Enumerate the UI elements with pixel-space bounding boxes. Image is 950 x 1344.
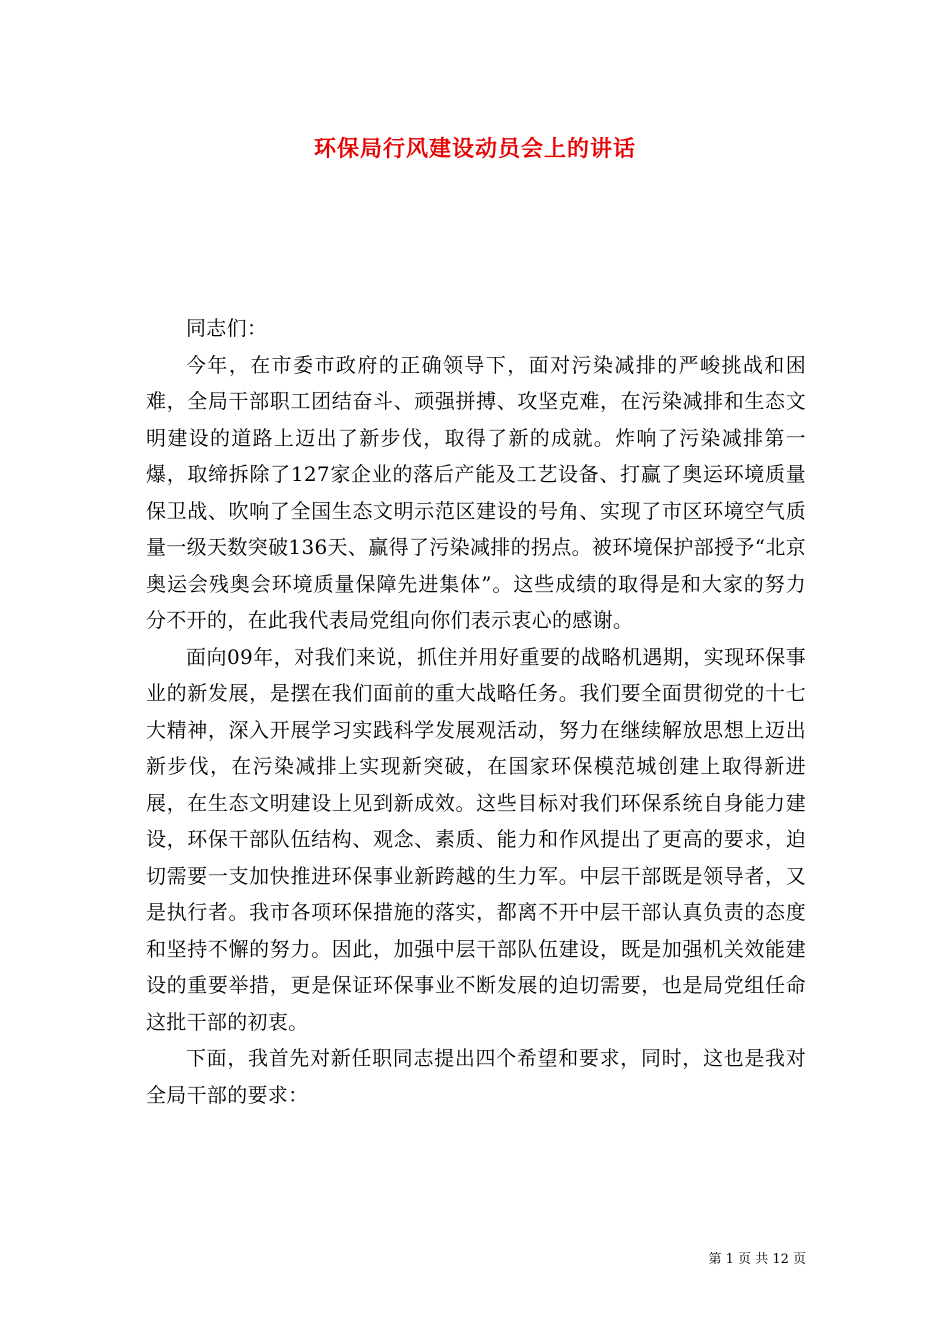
body-paragraph-1: 今年，在市委市政府的正确领导下，面对污染减排的严峻挑战和困难，全局干部职工团结奋斗、顽强拼搏、攻坚克难，在污染减排和生态文明建设的道路上迈出了新步伐，取得了新的成就。炸响了污染减排第一爆，取缔拆除了127家企业的落后产能及工艺设备、打赢了奥运环境质量保卫战、吹响了全国生态文明示范区建设的号角、实现了市区环境空气质量一级天数突破136天、赢得了污染减排的拐点。被环境保护部授予“北京奥运会残奥会环境质量保障先进集体”。这些成绩的取得是和大家的努力分不开的，在此我代表局党组向你们表示衷心的感谢。 — [146, 352, 806, 632]
body-paragraph-2: 面向09年，对我们来说，抓住并用好重要的战略机遇期，实现环保事业的新发展，是摆在我们面前的重大战略任务。我们要全面贯彻党的十七大精神，深入开展学习实践科学发展观活动，努力在继续解放思想上迈出新步伐，在污染减排上实现新突破，在国家环保模范城创建上取得新进展，在生态文明建设上见到新成效。这些目标对我们环保系统自身能力建设，环保干部队伍结构、观念、素质、能力和作风提出了更高的要求，迫切需要一支加快推进环保事业新跨越的生力军。中层干部既是领导者，又是执行者。我市各项环保措施的落实，都离不开中层干部认真负责的态度和坚持不懈的努力。因此，加强中层干部队伍建设，既是加强机关效能建设的重要举措，更是保证环保事业不断发展的迫切需要，也是局党组任命这批干部的初衷。 — [146, 644, 806, 1034]
page-number-footer: 第 1 页 共 12 页 — [708, 1252, 806, 1267]
document-title: 环保局行风建设动员会上的讲话 — [313, 136, 636, 162]
greeting-paragraph: 同志们： — [186, 316, 268, 340]
document-body — [146, 310, 806, 1113]
body-paragraph-3: 下面，我首先对新任职同志提出四个希望和要求，同时，这也是我对全局干部的要求： — [146, 1046, 806, 1107]
